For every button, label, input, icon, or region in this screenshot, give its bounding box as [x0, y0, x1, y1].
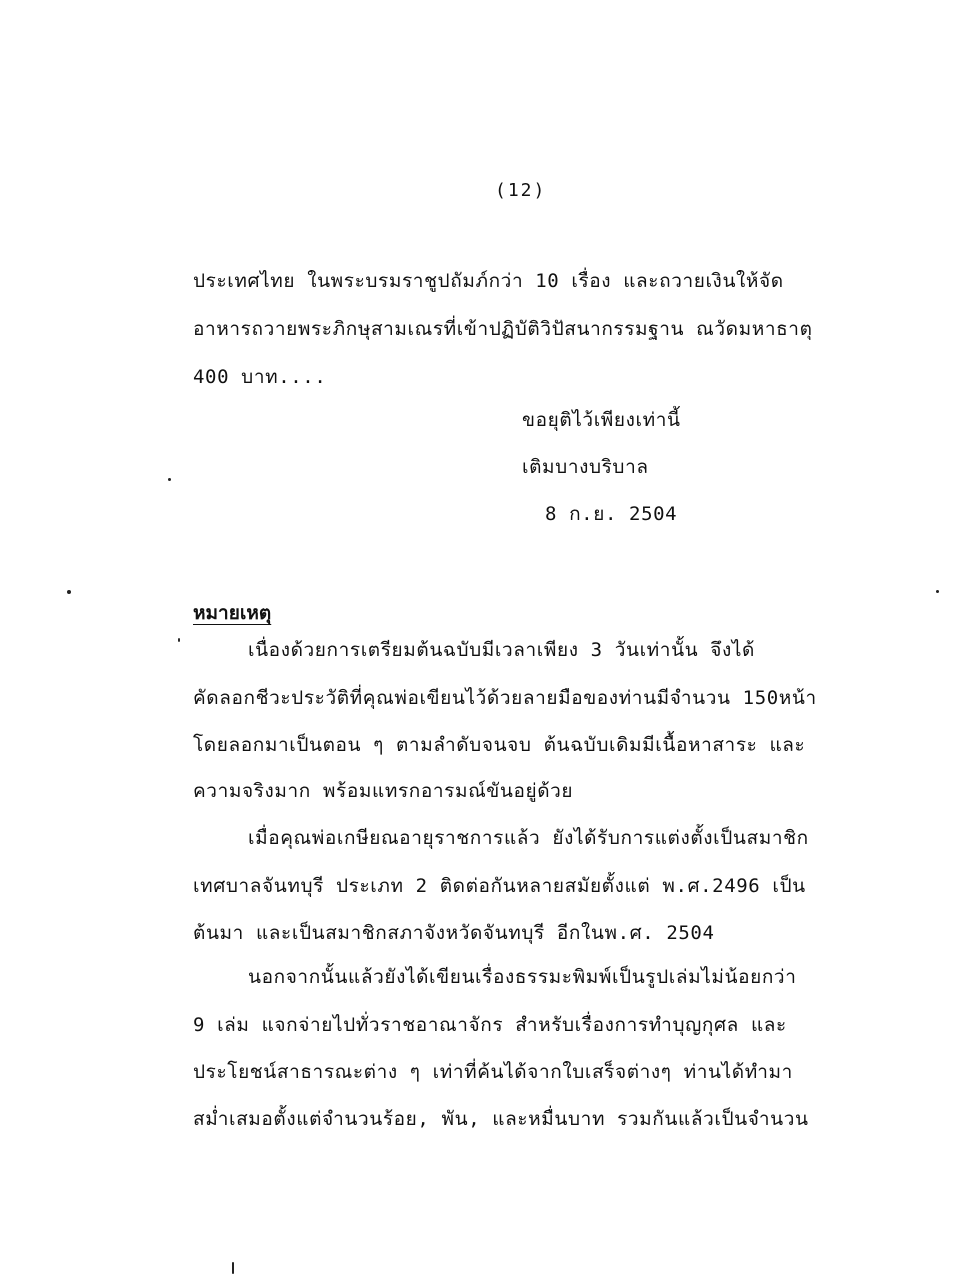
scan-speck: [936, 590, 939, 593]
author-signature: เติมบางบริบาล: [522, 456, 649, 478]
note-line-11: สม่ำเสมอตั้งแต่จำนวนร้อย, พัน, และหมื่นบาท รวมกันแล้วเป็นจำนวน: [193, 1108, 809, 1130]
note-line-1: เนื่องด้วยการเตรียมต้นฉบับมีเวลาเพียง 3 วันเท่านั้น จึงได้: [248, 639, 755, 661]
letter-date: 8 ก.ย. 2504: [545, 503, 678, 525]
scan-speck: [178, 638, 180, 642]
note-line-8: นอกจากนั้นแล้วยังได้เขียนเรื่องธรรมะพิมพ์เป็นรูปเล่มไม่น้อยกว่า: [248, 966, 797, 988]
note-line-3: โดยลอกมาเป็นตอน ๆ ตามลำดับจนจบ ต้นฉบับเดิมมีเนื้อหาสาระ และ: [193, 734, 806, 756]
note-line-4: ความจริงมาก พร้อมแทรกอารมณ์ขันอยู่ด้วย: [193, 780, 574, 802]
scan-speck: [67, 590, 71, 594]
note-line-10: ประโยชน์สาธารณะต่าง ๆ เท่าที่ค้นได้จากใบเสร็จต่างๆ ท่านได้ทำมา: [193, 1061, 793, 1083]
note-line-7: ต้นมา และเป็นสมาชิกสภาจังหวัดจันทบุรี อีกในพ.ศ. 2504: [193, 922, 715, 944]
continuation-line-2: อาหารถวายพระภิกษุสามเณรที่เข้าปฏิบัติวิปัสนากรรมฐาน ณวัดมหาธาตุ: [193, 318, 813, 340]
continuation-line-3: 400 บาท....: [193, 366, 327, 388]
note-line-5: เมื่อคุณพ่อเกษียณอายุราชการแล้ว ยังได้รับการแต่งตั้งเป็นสมาชิก: [248, 827, 809, 849]
continuation-line-1: ประเทศไทย ในพระบรมราชูปถัมภ์กว่า 10 เรื่อง และถวายเงินให้จัด: [193, 270, 784, 292]
scan-speck: [168, 478, 171, 481]
note-line-2: คัดลอกชีวะประวัติที่คุณพ่อเขียนไว้ด้วยลายมือของท่านมีจำนวน 150หน้า: [193, 687, 817, 709]
note-heading: หมายเหตุ: [193, 602, 272, 624]
note-line-6: เทศบาลจันทบุรี ประเภท 2 ติดต่อกันหลายสมัยตั้งแต่ พ.ศ.2496 เป็น: [193, 875, 806, 897]
page-number: (12): [495, 180, 547, 201]
closing-line: ขอยุติไว้เพียงเท่านี้: [522, 409, 681, 431]
note-line-9: 9 เล่ม แจกจ่ายไปทั่วราชอาณาจักร สำหรับเรื่องการทำบุญกุศล และ: [193, 1014, 787, 1036]
scan-speck: [232, 1262, 234, 1274]
